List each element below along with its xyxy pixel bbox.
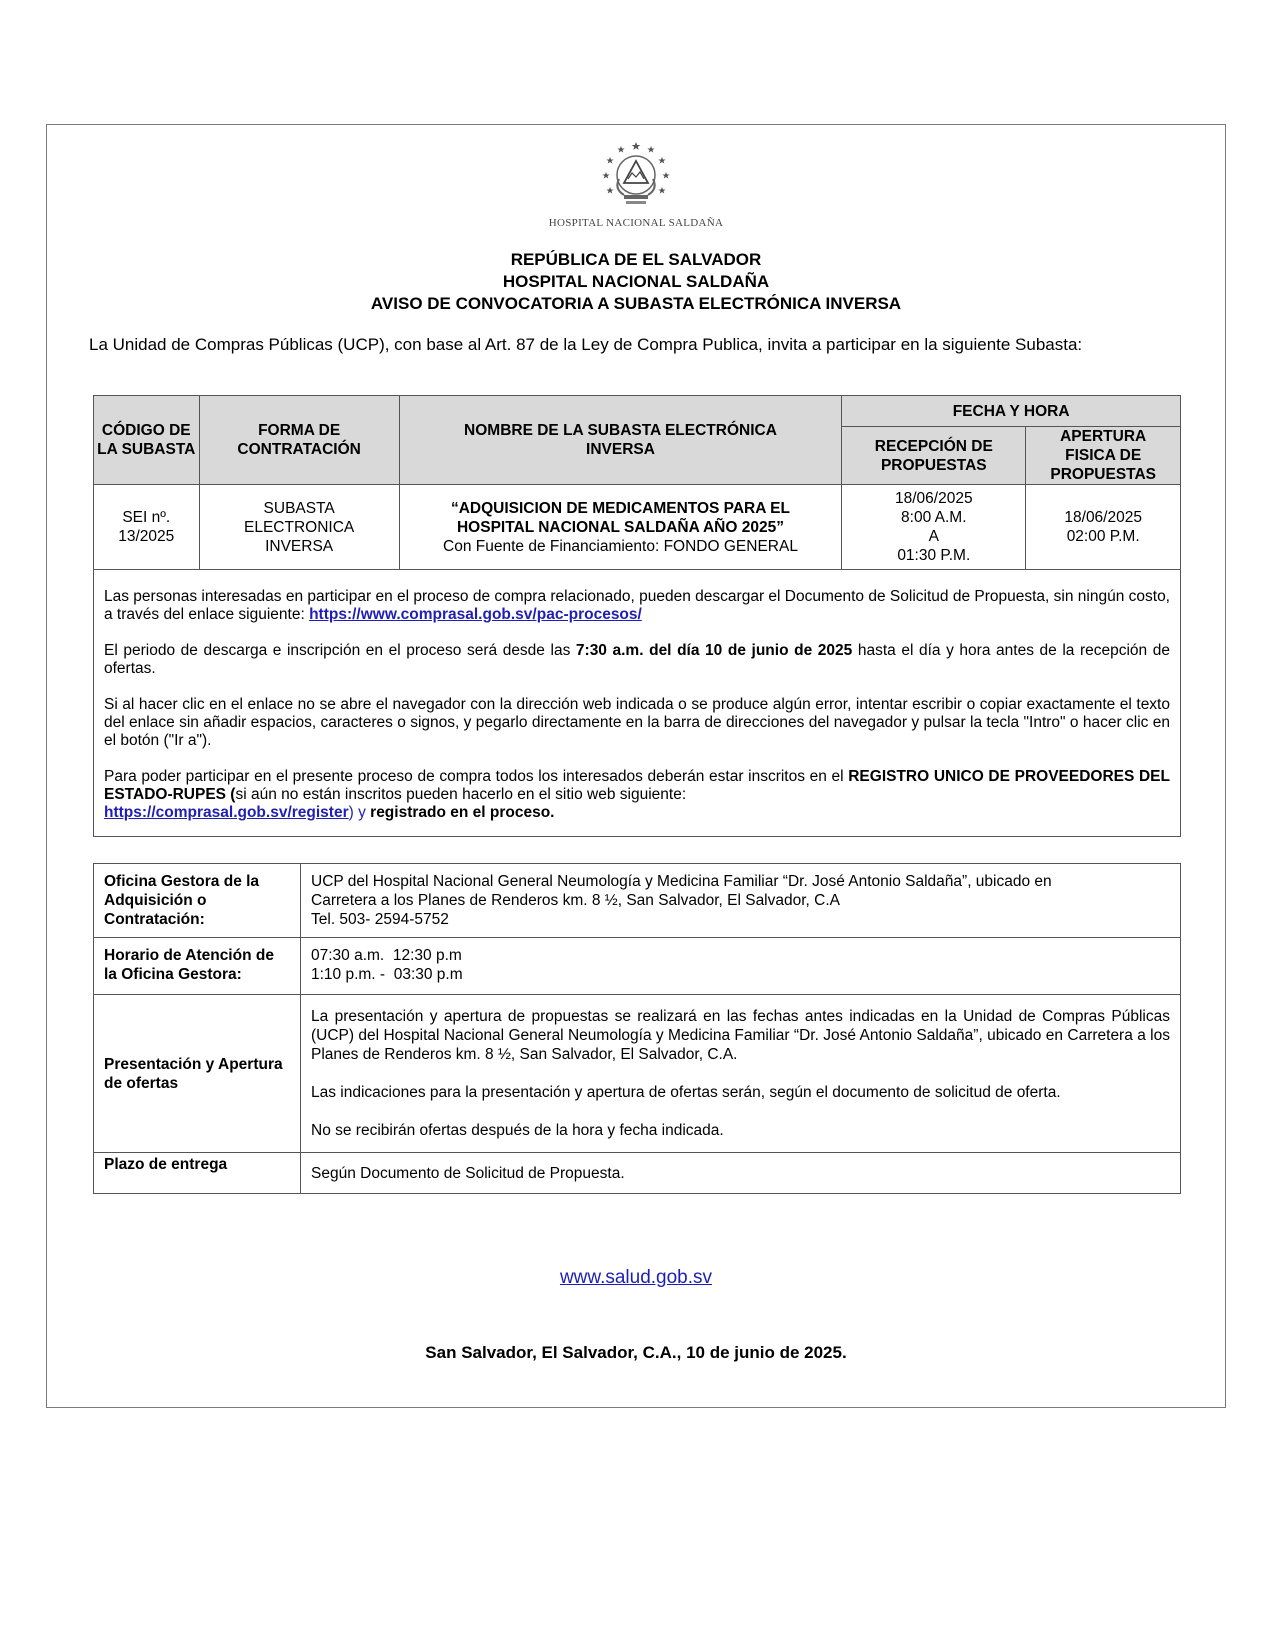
period-paragraph	[104, 642, 1170, 678]
horario-label: Horario de Atención de la Oficina Gestora:	[94, 938, 301, 995]
period-start: 7:30 a.m. del día 10 de junio de 2025	[575, 642, 853, 659]
download-paragraph	[104, 588, 1170, 624]
nombre-line: “ADQUISICION DE MEDICAMENTOS PARA EL	[450, 499, 790, 517]
intro-paragraph: La Unidad de Compras Públicas (UCP), con base al Art. 87 de la Ley de Compra Publica, invita a participar en la siguiente Subasta:	[89, 335, 1083, 354]
presentacion-label: Presentación y Apertura de ofertas	[94, 995, 301, 1153]
period-text-end: hasta el día y hora antes de la recepción de ofertas.	[104, 642, 1170, 677]
oficina-line: UCP del Hospital Nacional General Neumología y Medicina Familiar “Dr. José Antonio Saldaña”, ubicado en	[311, 873, 1052, 890]
place-date: San Salvador, El Salvador, C.A., 10 de junio de 2025.	[425, 1343, 847, 1362]
recepcion-line: 8:00 A.M.	[901, 509, 967, 526]
table-row	[94, 485, 1181, 570]
forma-line: ELECTRONICA	[244, 518, 355, 536]
logo	[47, 139, 1225, 229]
table-row	[94, 864, 1181, 938]
period-text: El periodo de descarga e inscripción en el proceso será desde las	[104, 642, 576, 659]
rupes-text-c: ) y	[348, 804, 371, 821]
website-link[interactable]: www.salud.gob.sv	[559, 1267, 713, 1288]
rupes-bold-end: registrado en el proceso.	[370, 804, 555, 821]
cell-codigo	[94, 485, 200, 570]
presentacion-value	[301, 995, 1181, 1153]
table-row	[94, 1153, 1181, 1194]
document-headings	[47, 249, 1225, 315]
plazo-value: Según Documento de Solicitud de Propuesta.	[301, 1153, 1181, 1194]
horario-line: 1:10 p.m. - 03:30 p.m	[311, 966, 463, 983]
heading-country: REPÚBLICA DE EL SALVADOR	[510, 250, 762, 269]
rupes-paragraph	[104, 768, 1170, 822]
coat-of-arms-icon	[596, 139, 676, 211]
cell-recepcion	[842, 485, 1026, 570]
logo-caption: HOSPITAL NACIONAL SALDAÑA	[548, 217, 724, 229]
table-row	[94, 995, 1181, 1153]
oficina-label: Oficina Gestora de la Adquisición o Contratación:	[94, 864, 301, 938]
header-codigo: CÓDIGO DE LA SUBASTA	[94, 396, 200, 485]
oficina-phone: Tel. 503- 2594-5752	[311, 911, 449, 928]
horario-line: 07:30 a.m. 12:30 p.m	[311, 947, 462, 964]
oficina-line: Carretera a los Planes de Renderos km. 8 ½, San Salvador, El Salvador, C.A	[311, 892, 840, 909]
rupes-text-b: si aún no están inscritos pueden hacerlo en el sitio web siguiente:	[235, 786, 687, 803]
forma-line: SUBASTA	[263, 499, 335, 517]
cell-forma	[199, 485, 399, 570]
header-forma: FORMA DE CONTRATACIÓN	[199, 396, 399, 485]
header-fecha-hora: FECHA Y HORA	[842, 396, 1181, 427]
heading-hospital: HOSPITAL NACIONAL SALDAÑA	[502, 272, 770, 291]
plazo-label: Plazo de entrega	[94, 1153, 301, 1194]
oficina-value	[301, 864, 1181, 938]
register-link[interactable]: https://comprasal.gob.sv/register	[104, 804, 349, 821]
link-help-paragraph: Si al hacer clic en el enlace no se abre el navegador con la dirección web indicada o se produce algún error, intentar escribir o copiar exactamente el texto del enlace sin añadir espacios, caracteres o signos, y pegarlo directamente en la barra de direcciones del navegador y pulsar la tecla "Intro" o hacer clic en el botón ("Ir a").	[104, 696, 1170, 749]
cell-apertura	[1026, 485, 1181, 570]
presentacion-line: Las indicaciones para la presentación y apertura de ofertas serán, según el documento de solicitud de oferta.	[311, 1084, 1061, 1101]
recepcion-line: 18/06/2025	[895, 490, 973, 507]
nombre-line: HOSPITAL NACIONAL SALDAÑA AÑO 2025”	[456, 518, 784, 536]
financing-line: Con Fuente de Financiamiento: FONDO GENERAL	[443, 537, 798, 555]
info-section	[94, 570, 1181, 837]
pac-procesos-link[interactable]: https://www.comprasal.gob.sv/pac-procesos/	[309, 606, 642, 623]
apertura-line: 02:00 P.M.	[1066, 528, 1140, 545]
horario-value	[301, 938, 1181, 995]
presentacion-line: La presentación y apertura de propuestas se realizará en las fechas antes indicadas en la Unidad de Compras Públicas (UCP) del Hospital Nacional General Neumología y Medicina Familiar “Dr. José Antonio Saldaña”, ubicado en Carretera a los Planes de Renderos km. 8 ½, San Salvador, El Salvador, C.A.	[311, 1008, 1170, 1063]
codigo-line: 13/2025	[118, 528, 175, 545]
apertura-line: 18/06/2025	[1064, 509, 1142, 526]
auction-table	[93, 395, 1181, 837]
download-text: Las personas interesadas en participar en el proceso de compra relacionado, pueden descargar el Documento de Solicitud de Propuesta, sin ningún costo, a través del enlace siguiente:	[104, 588, 1170, 623]
header-nombre: NOMBRE DE LA SUBASTA ELECTRÓNICA INVERSA	[399, 396, 842, 485]
presentacion-line: No se recibirán ofertas después de la hora y fecha indicada.	[311, 1122, 724, 1139]
heading-notice: AVISO DE CONVOCATORIA A SUBASTA ELECTRÓNICA INVERSA	[370, 294, 902, 313]
header-recepcion: RECEPCIÓN DE PROPUESTAS	[842, 427, 1026, 485]
header-apertura: APERTURA FISICA DE PROPUESTAS	[1026, 427, 1181, 485]
rupes-text: Para poder participar en el presente proceso de compra todos los interesados deberán estar inscritos en el	[104, 768, 849, 785]
details-table	[93, 863, 1181, 1194]
notice-frame	[46, 124, 1226, 1408]
cell-nombre	[399, 485, 842, 570]
codigo-line: SEI nº.	[122, 509, 171, 526]
recepcion-line: A	[928, 528, 939, 545]
table-row	[94, 938, 1181, 995]
forma-line: INVERSA	[265, 537, 334, 555]
rupes-bold: REGISTRO UNICO DE PROVEEDORES DEL ESTADO-RUPES (	[104, 768, 1170, 803]
recepcion-line: 01:30 P.M.	[897, 547, 971, 564]
